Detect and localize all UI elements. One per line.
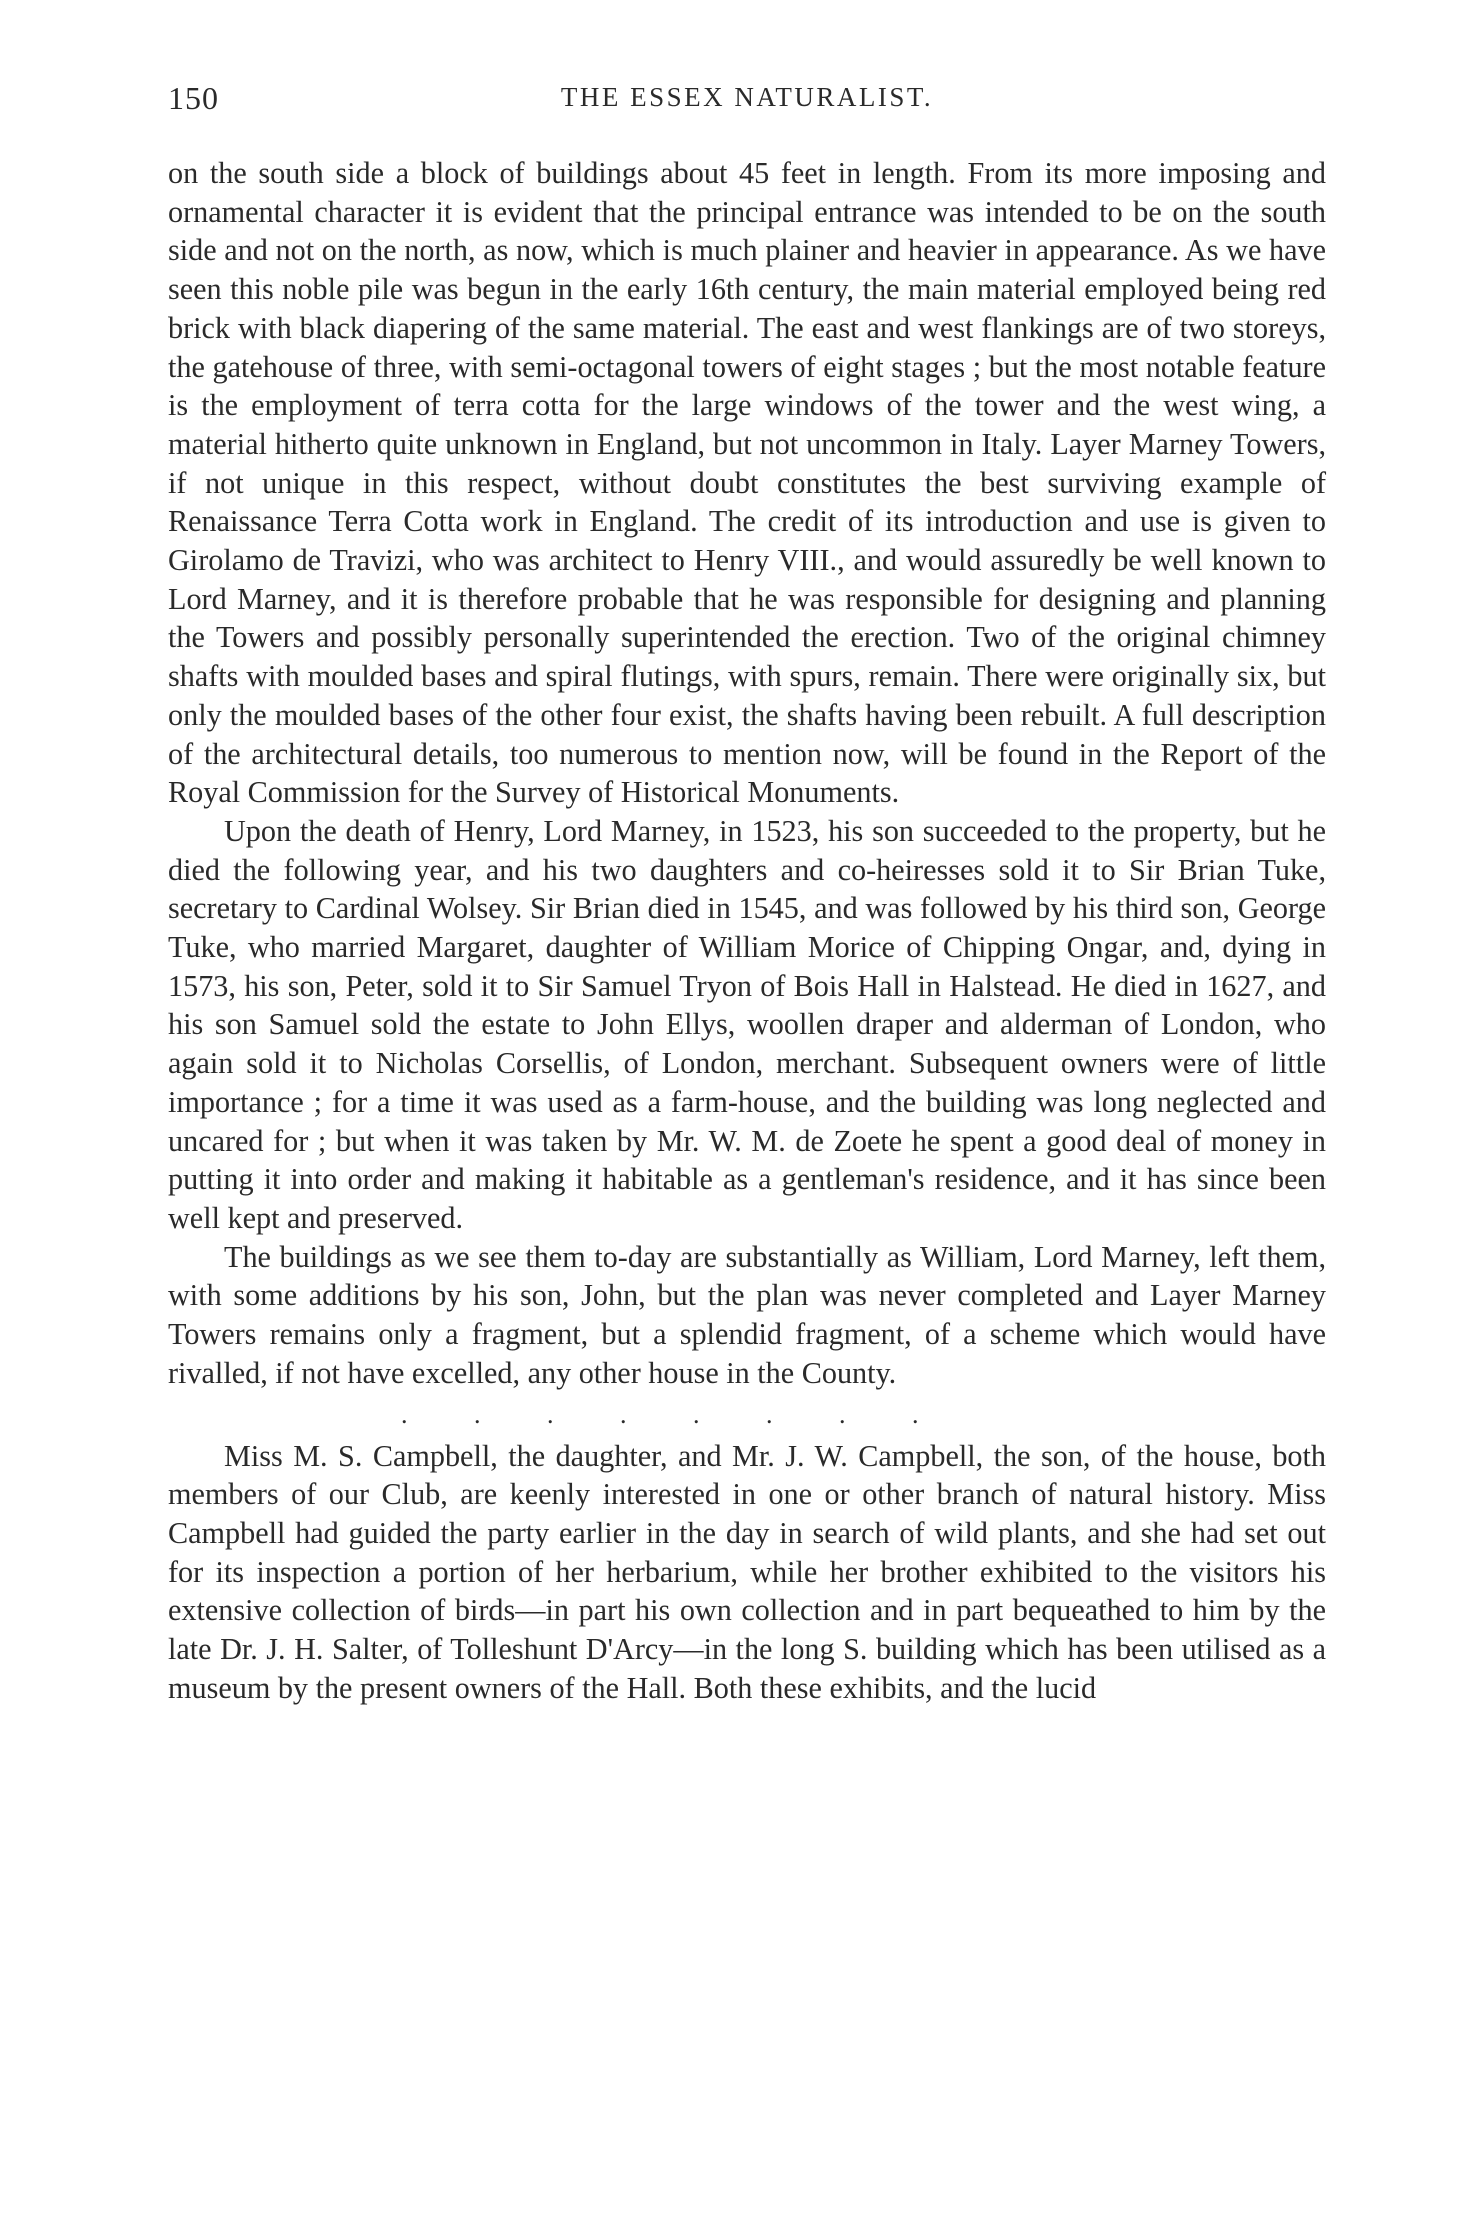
section-break-dot: . [693, 1399, 700, 1429]
section-break-dot: . [766, 1399, 773, 1429]
section-break [168, 1399, 1326, 1429]
section-break-dot: . [547, 1399, 554, 1429]
journal-title: THE ESSEX NATURALIST. [560, 82, 934, 112]
section-break-dot: . [474, 1399, 481, 1429]
running-head [168, 80, 1326, 124]
paragraph: Miss M. S. Campbell, the daughter, and Mr. J. W. Campbell, the son, of the house, both members of our Club, are keenly interested in one or other branch of natural history. Miss Campbell had guided the party earlier in the day in search of wild plants, and she had set out for its inspection a portion of her herbarium, while her brother exhibited to the visitors his extensive collection of birds—in part his own collection and in part bequeathed to him by the late Dr. J. H. Salter, of Tolleshunt D'Arcy—in the long S. building which has been utilised as a museum by the present owners of the Hall. Both these exhibits, and the lucid [168, 1438, 1326, 1705]
section-break-dot: . [839, 1399, 846, 1429]
body-text [168, 154, 1326, 1707]
section-break-dot: . [620, 1399, 627, 1429]
section-break-dot: . [401, 1399, 408, 1429]
section-break-dot: . [912, 1399, 919, 1429]
paragraph: Upon the death of Henry, Lord Marney, in 1523, his son succeeded to the property, but he died the following year, and his two daughters and co-heiresses sold it to Sir Brian Tuke, secretary to Cardinal Wolsey. Sir Brian died in 1545, and was followed by his third son, George Tuke, who married Margaret, daughter of William Morice of Chipping Ongar, and, dying in 1573, his son, Peter, sold it to Sir Samuel Tryon of Bois Hall in Halstead. He died in 1627, and his son Samuel sold the estate to John Ellys, woollen draper and alderman of London, who again sold it to Nicholas Corsellis, of London, merchant. Subsequent owners were of little importance ; for a time it was used as a farm-house, and the building was long neglected and uncared for ; but when it was taken by Mr. W. M. de Zoete he spent a good deal of money in putting it into order and making it habitable as a gentleman's residence, and it has since been well kept and preserved. [168, 813, 1326, 1235]
paragraph: The buildings as we see them to-day are substantially as William, Lord Marney, left them, with some additions by his son, John, but the plan was never completed and Layer Marney Towers remains only a fragment, but a splendid fragment, of a scheme which would have rivalled, if not have excelled, any other house in the County. [168, 1239, 1326, 1390]
paragraph-continued: on the south side a block of buildings about 45 feet in length. From its more imposing and ornamental character it is evident that the principal entrance was intended to be on the south side and not on the north, as now, which is much plainer and heavier in appearance. As we have seen this noble pile was begun in the early 16th century, the main material employed being red brick with black diapering of the same material. The east and west flankings are of two storeys, the gatehouse of three, with semi-octagonal towers of eight stages ; but the most notable feature is the employment of terra cotta for the large windows of the tower and the west wing, a material hitherto quite unknown in England, but not uncommon in Italy. Layer Marney Towers, if not unique in this respect, without doubt constitutes the best surviving example of Renaissance Terra Cotta work in England. The credit of its introduction and use is given to Girolamo de Travizi, who was architect to Henry VIII., and would assuredly be well known to Lord Marney, and it is therefore probable that he was responsible for designing and planning the Towers and possibly personally superintended the erection. Two of the original chimney shafts with moulded bases and spiral flutings, with spurs, remain. There were originally six, but only the moulded bases of the other four exist, the shafts having been rebuilt. A full description of the architectural details, too numerous to mention now, will be found in the Report of the Royal Commission for the Survey of Historical Monuments. [168, 156, 1326, 810]
document-page [168, 80, 1326, 1707]
page-number: 150 [168, 80, 219, 116]
